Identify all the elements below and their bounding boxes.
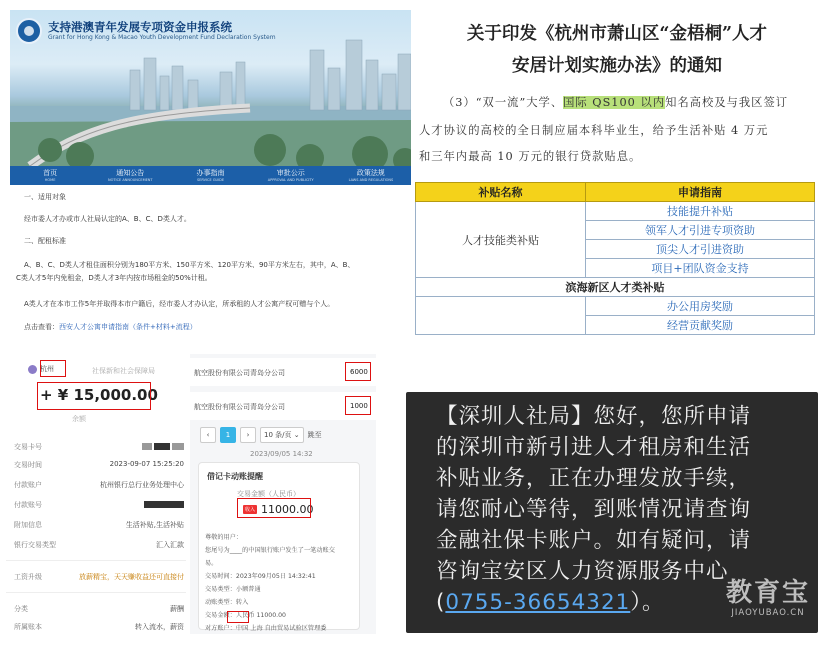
sms-line: 补贴业务，正在办理发放手续，	[436, 466, 752, 491]
next-page-button[interactable]: ›	[240, 427, 256, 443]
category-blank	[416, 297, 586, 335]
jump-label: 跳至	[307, 431, 322, 439]
prev-page-button[interactable]: ‹	[200, 427, 216, 443]
guide-link-contribution[interactable]: 经营贡献奖励	[586, 316, 815, 335]
subsidy-table	[415, 182, 815, 335]
col-header-guide: 申请指南	[586, 183, 815, 202]
guide-link-skill[interactable]: 技能提升补贴	[586, 202, 815, 221]
guide-link-line: 点击查看：西安人才公寓申请指南（条件+材料+流程）	[24, 323, 197, 331]
page-size-select[interactable]: 10 条/页 ⌄	[260, 427, 304, 443]
amount-label: 交易金额（人民币）	[237, 490, 300, 498]
watermark-logo: 教育宝 JIAOYUBAO.CN	[725, 578, 810, 618]
guide-link-office[interactable]: 办公用房奖励	[586, 297, 815, 316]
promo-row[interactable]: 工资升级 放薪精宝，天天赚收益还可直接付	[14, 573, 184, 581]
highlight-box	[37, 382, 151, 410]
site-subtitle: Grant for Hong Kong & Macao Youth Development Fund Declaration System	[48, 34, 276, 41]
site-header	[16, 14, 276, 48]
nav-item-home[interactable]: 首页 HOME	[43, 169, 58, 182]
category-row[interactable]: 分类 薪酬	[14, 605, 184, 613]
sms-line: 【深圳人社局】您好，您所申请	[436, 404, 752, 429]
guide-link[interactable]: 西安人才公寓申请指南（条件+材料+流程）	[59, 323, 197, 331]
phone-link[interactable]: 0755-36654321	[445, 590, 631, 615]
highlight-qs100: 国际 QS100 以内	[563, 96, 666, 109]
message-date: 2023/09/05 14:32	[250, 450, 313, 458]
paragraph: 经市委人才办或市人社局认定的A、B、C、D类人才。	[24, 215, 191, 223]
bank-app-detail	[6, 354, 186, 634]
clause-line-3: 和三年内最高 10 万元的银行贷款贴息。	[419, 150, 642, 163]
sms-line: 咨询宝安区人力资源服务中心	[436, 559, 729, 584]
col-header-subsidy: 补贴名称	[416, 183, 586, 202]
guide-link-team[interactable]: 项目+团队资金支持	[586, 259, 815, 278]
amount: + ¥ 15,000.00	[40, 386, 158, 404]
detail-row: 付款账户 杭州银行总行业务处理中心	[14, 481, 184, 489]
highlight-box	[345, 396, 371, 415]
detail-row: 交易时间 2023-09-07 15:25:20	[14, 460, 184, 469]
paragraph: A类人才在本市工作5年并取得本市户籍后，经市委人才办认定，所承租的人才公寓产权可赠与个人。	[24, 300, 335, 308]
highlight-box	[227, 611, 249, 623]
section-binhai: 滨海新区人才类补贴	[416, 278, 815, 297]
debit-alert-card	[198, 462, 360, 630]
highlight-box	[345, 362, 371, 381]
detail-row: 附加信息 生活补贴,生活补贴	[14, 521, 184, 529]
sms-notification	[406, 392, 818, 633]
record-row[interactable]: 航空股份有限公司青岛分公司 1000	[190, 392, 376, 420]
article-body	[10, 185, 411, 335]
page-1-button[interactable]: 1	[220, 427, 236, 443]
sms-line: 金融社保卡账户。如有疑问，请	[436, 528, 752, 553]
guide-link-top[interactable]: 顶尖人才引进资助	[586, 240, 815, 259]
main-nav	[10, 166, 411, 185]
card-title: 借记卡动账提醒	[207, 472, 263, 481]
section-heading: 一、适用对象	[24, 193, 66, 201]
xiaoshan-notice	[413, 6, 821, 340]
sms-line: 请您耐心等待，到账情况请查询	[436, 497, 752, 522]
chevron-down-icon: ⌄	[293, 431, 300, 439]
alert-details: 尊敬的用户： 您尾号为____的中国银行账户发生了一笔动账交 易。 交易时间：2023年09月05日 14:32:41 交易类型：小额普通 动账类型：转入 交易金额：人民币 11000.00 对方账户：中国 上海 自由贸易试验区管理委	[205, 534, 335, 632]
guide-link-leader[interactable]: 领军人才引进专项资助	[586, 221, 815, 240]
sms-phone-line: (0755-36654321）。	[436, 590, 665, 615]
section-heading: 二、配租标准	[24, 237, 66, 245]
bureau-label: 社保新和社会保障局	[92, 367, 155, 375]
clause-line-1: （3）“双一流”大学、国际 QS100 以内知名高校及与我区签订	[443, 96, 789, 109]
highlight-box	[40, 360, 66, 377]
paragraph: A、B、C、D类人才租住面积分别为180平方米、150平方米、120平方米、90平方米左右，其中，A、B、	[24, 261, 355, 269]
bank-records	[190, 354, 376, 634]
notice-title-line2: 安居计划实施办法》的通知	[512, 56, 722, 76]
detail-row: 交易卡号	[14, 442, 184, 452]
nav-item-approval[interactable]: 审批公示 APPROVAL AND PUBLICITY	[267, 169, 314, 182]
emblem-logo	[16, 18, 42, 44]
amount-sub: 余额	[72, 415, 86, 423]
clause-line-2: 人才协议的高校的全日制应届本科毕业生，给予生活补贴 4 万元	[419, 124, 769, 137]
ledger-row[interactable]: 所属账本 转入流水，薪资	[14, 623, 184, 631]
highlight-box	[237, 498, 311, 518]
amount-line: 收入 11000.00	[245, 503, 314, 516]
category-skill: 人才技能类补贴	[416, 202, 586, 278]
city-skyline-banner	[10, 10, 411, 166]
nav-item-notice[interactable]: 通知公告 NOTICE ANNOUNCEMENT	[108, 169, 153, 182]
detail-row: 付款账号	[14, 500, 184, 510]
pagination	[200, 427, 322, 443]
notice-title-line1: 关于印发《杭州市萧山区“金梧桐”人才	[466, 24, 768, 44]
location-icon	[28, 365, 37, 374]
record-row[interactable]: 航空股份有限公司青岛分公司 6000	[190, 358, 376, 386]
nav-item-policy[interactable]: 政策法规 LAWS AND REGULATIONS	[348, 169, 394, 182]
city-tag: 杭州	[28, 364, 54, 374]
talent-fund-portal-screenshot	[10, 10, 411, 335]
site-title: 支持港澳青年发展专项资金申报系统	[48, 20, 232, 34]
bank-transfer-screenshots	[6, 354, 376, 634]
nav-item-guide[interactable]: 办事指南 SERVICE GUIDE	[196, 169, 225, 182]
paragraph: C类人才5年内免租金，D类人才3年内按市场租金的50%计租。	[16, 274, 212, 282]
sms-line: 的深圳市新引进人才租房和生活	[436, 435, 752, 460]
detail-row: 银行交易类型 汇入汇款	[14, 541, 184, 549]
